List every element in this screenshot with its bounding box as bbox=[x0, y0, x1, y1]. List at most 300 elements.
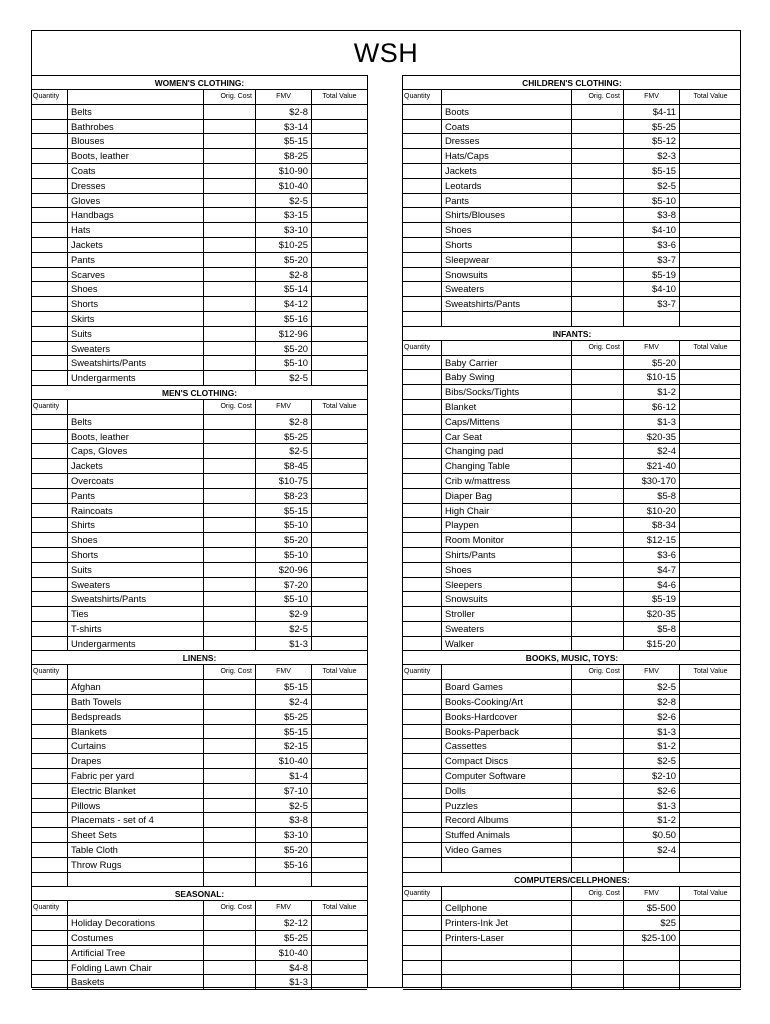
quantity-cell[interactable] bbox=[32, 105, 68, 119]
orig-cost-cell[interactable] bbox=[572, 710, 624, 724]
orig-cost-cell[interactable] bbox=[572, 356, 624, 370]
quantity-cell[interactable] bbox=[32, 533, 68, 547]
total-value-cell[interactable] bbox=[680, 858, 741, 872]
total-value-cell[interactable] bbox=[312, 931, 367, 945]
total-value-cell[interactable] bbox=[680, 931, 741, 945]
orig-cost-cell[interactable] bbox=[204, 769, 256, 783]
quantity-cell[interactable] bbox=[32, 238, 68, 252]
orig-cost-cell[interactable] bbox=[572, 622, 624, 636]
total-value-cell[interactable] bbox=[680, 961, 741, 975]
quantity-cell[interactable] bbox=[403, 194, 442, 208]
quantity-cell[interactable] bbox=[32, 843, 68, 857]
total-value-cell[interactable] bbox=[312, 444, 367, 458]
orig-cost-cell[interactable] bbox=[572, 489, 624, 503]
total-value-cell[interactable] bbox=[312, 489, 367, 503]
total-value-cell[interactable] bbox=[312, 268, 367, 282]
total-value-cell[interactable] bbox=[312, 578, 367, 592]
total-value-cell[interactable] bbox=[312, 548, 367, 562]
quantity-cell[interactable] bbox=[32, 961, 68, 975]
quantity-cell[interactable] bbox=[403, 946, 442, 960]
quantity-cell[interactable] bbox=[403, 297, 442, 311]
quantity-cell[interactable] bbox=[403, 223, 442, 237]
quantity-cell[interactable] bbox=[403, 710, 442, 724]
total-value-cell[interactable] bbox=[680, 134, 741, 148]
quantity-cell[interactable] bbox=[32, 725, 68, 739]
quantity-cell[interactable] bbox=[403, 961, 442, 975]
total-value-cell[interactable] bbox=[312, 504, 367, 518]
orig-cost-cell[interactable] bbox=[572, 931, 624, 945]
quantity-cell[interactable] bbox=[403, 901, 442, 915]
total-value-cell[interactable] bbox=[680, 637, 741, 651]
quantity-cell[interactable] bbox=[32, 828, 68, 842]
quantity-cell[interactable] bbox=[32, 813, 68, 827]
orig-cost-cell[interactable] bbox=[204, 784, 256, 798]
total-value-cell[interactable] bbox=[680, 578, 741, 592]
orig-cost-cell[interactable] bbox=[572, 474, 624, 488]
total-value-cell[interactable] bbox=[680, 769, 741, 783]
quantity-cell[interactable] bbox=[403, 533, 442, 547]
orig-cost-cell[interactable] bbox=[572, 916, 624, 930]
orig-cost-cell[interactable] bbox=[204, 843, 256, 857]
total-value-cell[interactable] bbox=[680, 799, 741, 813]
orig-cost-cell[interactable] bbox=[572, 518, 624, 532]
total-value-cell[interactable] bbox=[680, 975, 741, 989]
quantity-cell[interactable] bbox=[403, 680, 442, 694]
orig-cost-cell[interactable] bbox=[572, 680, 624, 694]
orig-cost-cell[interactable] bbox=[572, 268, 624, 282]
orig-cost-cell[interactable] bbox=[204, 444, 256, 458]
quantity-cell[interactable] bbox=[32, 489, 68, 503]
quantity-cell[interactable] bbox=[403, 164, 442, 178]
quantity-cell[interactable] bbox=[403, 208, 442, 222]
orig-cost-cell[interactable] bbox=[204, 105, 256, 119]
orig-cost-cell[interactable] bbox=[204, 149, 256, 163]
quantity-cell[interactable] bbox=[32, 518, 68, 532]
total-value-cell[interactable] bbox=[680, 208, 741, 222]
orig-cost-cell[interactable] bbox=[204, 975, 256, 989]
total-value-cell[interactable] bbox=[312, 312, 367, 326]
quantity-cell[interactable] bbox=[403, 400, 442, 414]
total-value-cell[interactable] bbox=[312, 695, 367, 709]
total-value-cell[interactable] bbox=[680, 385, 741, 399]
total-value-cell[interactable] bbox=[312, 415, 367, 429]
total-value-cell[interactable] bbox=[312, 120, 367, 134]
orig-cost-cell[interactable] bbox=[572, 607, 624, 621]
total-value-cell[interactable] bbox=[680, 695, 741, 709]
orig-cost-cell[interactable] bbox=[204, 489, 256, 503]
total-value-cell[interactable] bbox=[680, 444, 741, 458]
orig-cost-cell[interactable] bbox=[572, 548, 624, 562]
quantity-cell[interactable] bbox=[32, 179, 68, 193]
quantity-cell[interactable] bbox=[403, 489, 442, 503]
total-value-cell[interactable] bbox=[312, 253, 367, 267]
total-value-cell[interactable] bbox=[312, 858, 367, 872]
orig-cost-cell[interactable] bbox=[204, 931, 256, 945]
total-value-cell[interactable] bbox=[312, 563, 367, 577]
total-value-cell[interactable] bbox=[680, 489, 741, 503]
total-value-cell[interactable] bbox=[312, 961, 367, 975]
orig-cost-cell[interactable] bbox=[204, 592, 256, 606]
orig-cost-cell[interactable] bbox=[572, 858, 624, 872]
quantity-cell[interactable] bbox=[403, 459, 442, 473]
total-value-cell[interactable] bbox=[680, 400, 741, 414]
total-value-cell[interactable] bbox=[680, 430, 741, 444]
quantity-cell[interactable] bbox=[403, 916, 442, 930]
quantity-cell[interactable] bbox=[32, 710, 68, 724]
orig-cost-cell[interactable] bbox=[572, 533, 624, 547]
total-value-cell[interactable] bbox=[312, 725, 367, 739]
quantity-cell[interactable] bbox=[403, 622, 442, 636]
total-value-cell[interactable] bbox=[312, 223, 367, 237]
orig-cost-cell[interactable] bbox=[572, 739, 624, 753]
quantity-cell[interactable] bbox=[403, 813, 442, 827]
orig-cost-cell[interactable] bbox=[572, 238, 624, 252]
orig-cost-cell[interactable] bbox=[204, 120, 256, 134]
orig-cost-cell[interactable] bbox=[204, 342, 256, 356]
quantity-cell[interactable] bbox=[32, 327, 68, 341]
quantity-cell[interactable] bbox=[403, 356, 442, 370]
quantity-cell[interactable] bbox=[32, 415, 68, 429]
orig-cost-cell[interactable] bbox=[572, 725, 624, 739]
orig-cost-cell[interactable] bbox=[572, 282, 624, 296]
quantity-cell[interactable] bbox=[32, 253, 68, 267]
orig-cost-cell[interactable] bbox=[572, 901, 624, 915]
quantity-cell[interactable] bbox=[403, 563, 442, 577]
quantity-cell[interactable] bbox=[403, 120, 442, 134]
total-value-cell[interactable] bbox=[680, 813, 741, 827]
quantity-cell[interactable] bbox=[32, 931, 68, 945]
orig-cost-cell[interactable] bbox=[572, 385, 624, 399]
total-value-cell[interactable] bbox=[312, 843, 367, 857]
total-value-cell[interactable] bbox=[312, 105, 367, 119]
total-value-cell[interactable] bbox=[312, 297, 367, 311]
total-value-cell[interactable] bbox=[312, 474, 367, 488]
quantity-cell[interactable] bbox=[403, 843, 442, 857]
orig-cost-cell[interactable] bbox=[572, 415, 624, 429]
orig-cost-cell[interactable] bbox=[204, 563, 256, 577]
quantity-cell[interactable] bbox=[403, 784, 442, 798]
quantity-cell[interactable] bbox=[403, 799, 442, 813]
total-value-cell[interactable] bbox=[680, 282, 741, 296]
orig-cost-cell[interactable] bbox=[572, 843, 624, 857]
quantity-cell[interactable] bbox=[32, 223, 68, 237]
orig-cost-cell[interactable] bbox=[572, 578, 624, 592]
orig-cost-cell[interactable] bbox=[204, 194, 256, 208]
quantity-cell[interactable] bbox=[32, 504, 68, 518]
orig-cost-cell[interactable] bbox=[204, 164, 256, 178]
quantity-cell[interactable] bbox=[403, 444, 442, 458]
orig-cost-cell[interactable] bbox=[204, 356, 256, 370]
orig-cost-cell[interactable] bbox=[204, 504, 256, 518]
orig-cost-cell[interactable] bbox=[572, 105, 624, 119]
quantity-cell[interactable] bbox=[403, 725, 442, 739]
quantity-cell[interactable] bbox=[32, 430, 68, 444]
quantity-cell[interactable] bbox=[32, 297, 68, 311]
quantity-cell[interactable] bbox=[403, 149, 442, 163]
total-value-cell[interactable] bbox=[680, 518, 741, 532]
orig-cost-cell[interactable] bbox=[204, 179, 256, 193]
total-value-cell[interactable] bbox=[312, 769, 367, 783]
total-value-cell[interactable] bbox=[680, 179, 741, 193]
total-value-cell[interactable] bbox=[312, 828, 367, 842]
quantity-cell[interactable] bbox=[403, 179, 442, 193]
total-value-cell[interactable] bbox=[680, 901, 741, 915]
quantity-cell[interactable] bbox=[403, 430, 442, 444]
orig-cost-cell[interactable] bbox=[204, 474, 256, 488]
orig-cost-cell[interactable] bbox=[204, 828, 256, 842]
total-value-cell[interactable] bbox=[680, 370, 741, 384]
quantity-cell[interactable] bbox=[403, 592, 442, 606]
total-value-cell[interactable] bbox=[312, 179, 367, 193]
total-value-cell[interactable] bbox=[312, 430, 367, 444]
quantity-cell[interactable] bbox=[32, 916, 68, 930]
total-value-cell[interactable] bbox=[680, 238, 741, 252]
total-value-cell[interactable] bbox=[312, 459, 367, 473]
orig-cost-cell[interactable] bbox=[572, 430, 624, 444]
orig-cost-cell[interactable] bbox=[204, 946, 256, 960]
total-value-cell[interactable] bbox=[312, 518, 367, 532]
quantity-cell[interactable] bbox=[32, 563, 68, 577]
total-value-cell[interactable] bbox=[312, 533, 367, 547]
orig-cost-cell[interactable] bbox=[572, 444, 624, 458]
orig-cost-cell[interactable] bbox=[204, 695, 256, 709]
total-value-cell[interactable] bbox=[680, 105, 741, 119]
quantity-cell[interactable] bbox=[32, 592, 68, 606]
orig-cost-cell[interactable] bbox=[572, 504, 624, 518]
orig-cost-cell[interactable] bbox=[572, 179, 624, 193]
quantity-cell[interactable] bbox=[403, 548, 442, 562]
orig-cost-cell[interactable] bbox=[204, 459, 256, 473]
quantity-cell[interactable] bbox=[403, 858, 442, 872]
quantity-cell[interactable] bbox=[403, 134, 442, 148]
total-value-cell[interactable] bbox=[680, 164, 741, 178]
quantity-cell[interactable] bbox=[32, 622, 68, 636]
total-value-cell[interactable] bbox=[312, 607, 367, 621]
orig-cost-cell[interactable] bbox=[204, 622, 256, 636]
quantity-cell[interactable] bbox=[403, 518, 442, 532]
total-value-cell[interactable] bbox=[680, 828, 741, 842]
quantity-cell[interactable] bbox=[403, 415, 442, 429]
orig-cost-cell[interactable] bbox=[204, 430, 256, 444]
orig-cost-cell[interactable] bbox=[204, 680, 256, 694]
quantity-cell[interactable] bbox=[32, 444, 68, 458]
quantity-cell[interactable] bbox=[403, 268, 442, 282]
total-value-cell[interactable] bbox=[680, 680, 741, 694]
quantity-cell[interactable] bbox=[32, 975, 68, 989]
total-value-cell[interactable] bbox=[680, 563, 741, 577]
total-value-cell[interactable] bbox=[680, 710, 741, 724]
quantity-cell[interactable] bbox=[32, 637, 68, 651]
orig-cost-cell[interactable] bbox=[204, 725, 256, 739]
quantity-cell[interactable] bbox=[403, 637, 442, 651]
total-value-cell[interactable] bbox=[680, 459, 741, 473]
orig-cost-cell[interactable] bbox=[572, 813, 624, 827]
total-value-cell[interactable] bbox=[312, 946, 367, 960]
orig-cost-cell[interactable] bbox=[572, 828, 624, 842]
total-value-cell[interactable] bbox=[312, 371, 367, 385]
total-value-cell[interactable] bbox=[680, 253, 741, 267]
orig-cost-cell[interactable] bbox=[572, 253, 624, 267]
total-value-cell[interactable] bbox=[680, 504, 741, 518]
orig-cost-cell[interactable] bbox=[204, 253, 256, 267]
quantity-cell[interactable] bbox=[403, 504, 442, 518]
orig-cost-cell[interactable] bbox=[572, 637, 624, 651]
orig-cost-cell[interactable] bbox=[572, 164, 624, 178]
orig-cost-cell[interactable] bbox=[204, 710, 256, 724]
orig-cost-cell[interactable] bbox=[204, 268, 256, 282]
quantity-cell[interactable] bbox=[32, 342, 68, 356]
total-value-cell[interactable] bbox=[312, 754, 367, 768]
quantity-cell[interactable] bbox=[403, 754, 442, 768]
orig-cost-cell[interactable] bbox=[204, 371, 256, 385]
orig-cost-cell[interactable] bbox=[572, 149, 624, 163]
orig-cost-cell[interactable] bbox=[204, 208, 256, 222]
quantity-cell[interactable] bbox=[32, 680, 68, 694]
orig-cost-cell[interactable] bbox=[572, 194, 624, 208]
total-value-cell[interactable] bbox=[312, 813, 367, 827]
total-value-cell[interactable] bbox=[680, 415, 741, 429]
quantity-cell[interactable] bbox=[32, 208, 68, 222]
orig-cost-cell[interactable] bbox=[204, 858, 256, 872]
total-value-cell[interactable] bbox=[312, 710, 367, 724]
orig-cost-cell[interactable] bbox=[572, 134, 624, 148]
orig-cost-cell[interactable] bbox=[204, 282, 256, 296]
quantity-cell[interactable] bbox=[403, 607, 442, 621]
quantity-cell[interactable] bbox=[403, 975, 442, 989]
total-value-cell[interactable] bbox=[680, 194, 741, 208]
orig-cost-cell[interactable] bbox=[572, 120, 624, 134]
total-value-cell[interactable] bbox=[680, 120, 741, 134]
orig-cost-cell[interactable] bbox=[204, 637, 256, 651]
quantity-cell[interactable] bbox=[32, 356, 68, 370]
quantity-cell[interactable] bbox=[32, 164, 68, 178]
orig-cost-cell[interactable] bbox=[204, 578, 256, 592]
orig-cost-cell[interactable] bbox=[204, 518, 256, 532]
orig-cost-cell[interactable] bbox=[572, 695, 624, 709]
total-value-cell[interactable] bbox=[680, 946, 741, 960]
orig-cost-cell[interactable] bbox=[204, 754, 256, 768]
orig-cost-cell[interactable] bbox=[204, 799, 256, 813]
orig-cost-cell[interactable] bbox=[572, 459, 624, 473]
quantity-cell[interactable] bbox=[32, 120, 68, 134]
total-value-cell[interactable] bbox=[312, 149, 367, 163]
total-value-cell[interactable] bbox=[680, 622, 741, 636]
total-value-cell[interactable] bbox=[680, 297, 741, 311]
orig-cost-cell[interactable] bbox=[572, 592, 624, 606]
orig-cost-cell[interactable] bbox=[572, 297, 624, 311]
total-value-cell[interactable] bbox=[680, 916, 741, 930]
orig-cost-cell[interactable] bbox=[572, 975, 624, 989]
quantity-cell[interactable] bbox=[32, 194, 68, 208]
quantity-cell[interactable] bbox=[403, 578, 442, 592]
total-value-cell[interactable] bbox=[312, 356, 367, 370]
orig-cost-cell[interactable] bbox=[204, 739, 256, 753]
total-value-cell[interactable] bbox=[312, 342, 367, 356]
total-value-cell[interactable] bbox=[312, 637, 367, 651]
orig-cost-cell[interactable] bbox=[572, 563, 624, 577]
total-value-cell[interactable] bbox=[312, 134, 367, 148]
quantity-cell[interactable] bbox=[32, 149, 68, 163]
orig-cost-cell[interactable] bbox=[572, 946, 624, 960]
quantity-cell[interactable] bbox=[403, 385, 442, 399]
quantity-cell[interactable] bbox=[32, 784, 68, 798]
quantity-cell[interactable] bbox=[32, 799, 68, 813]
orig-cost-cell[interactable] bbox=[204, 238, 256, 252]
total-value-cell[interactable] bbox=[680, 754, 741, 768]
orig-cost-cell[interactable] bbox=[204, 297, 256, 311]
orig-cost-cell[interactable] bbox=[204, 813, 256, 827]
orig-cost-cell[interactable] bbox=[204, 607, 256, 621]
orig-cost-cell[interactable] bbox=[572, 769, 624, 783]
total-value-cell[interactable] bbox=[680, 474, 741, 488]
total-value-cell[interactable] bbox=[312, 916, 367, 930]
quantity-cell[interactable] bbox=[403, 105, 442, 119]
orig-cost-cell[interactable] bbox=[204, 223, 256, 237]
total-value-cell[interactable] bbox=[312, 975, 367, 989]
orig-cost-cell[interactable] bbox=[204, 415, 256, 429]
quantity-cell[interactable] bbox=[32, 474, 68, 488]
total-value-cell[interactable] bbox=[680, 739, 741, 753]
quantity-cell[interactable] bbox=[403, 474, 442, 488]
total-value-cell[interactable] bbox=[680, 268, 741, 282]
quantity-cell[interactable] bbox=[403, 739, 442, 753]
quantity-cell[interactable] bbox=[32, 312, 68, 326]
orig-cost-cell[interactable] bbox=[204, 312, 256, 326]
total-value-cell[interactable] bbox=[680, 149, 741, 163]
total-value-cell[interactable] bbox=[680, 548, 741, 562]
orig-cost-cell[interactable] bbox=[204, 916, 256, 930]
quantity-cell[interactable] bbox=[32, 754, 68, 768]
orig-cost-cell[interactable] bbox=[572, 370, 624, 384]
orig-cost-cell[interactable] bbox=[204, 961, 256, 975]
total-value-cell[interactable] bbox=[312, 164, 367, 178]
total-value-cell[interactable] bbox=[312, 592, 367, 606]
total-value-cell[interactable] bbox=[312, 739, 367, 753]
quantity-cell[interactable] bbox=[403, 282, 442, 296]
orig-cost-cell[interactable] bbox=[572, 961, 624, 975]
total-value-cell[interactable] bbox=[680, 356, 741, 370]
orig-cost-cell[interactable] bbox=[572, 799, 624, 813]
total-value-cell[interactable] bbox=[680, 533, 741, 547]
quantity-cell[interactable] bbox=[32, 858, 68, 872]
quantity-cell[interactable] bbox=[32, 268, 68, 282]
quantity-cell[interactable] bbox=[32, 548, 68, 562]
total-value-cell[interactable] bbox=[680, 784, 741, 798]
quantity-cell[interactable] bbox=[403, 695, 442, 709]
quantity-cell[interactable] bbox=[32, 282, 68, 296]
total-value-cell[interactable] bbox=[312, 238, 367, 252]
quantity-cell[interactable] bbox=[403, 828, 442, 842]
total-value-cell[interactable] bbox=[312, 208, 367, 222]
orig-cost-cell[interactable] bbox=[204, 327, 256, 341]
quantity-cell[interactable] bbox=[403, 253, 442, 267]
quantity-cell[interactable] bbox=[32, 946, 68, 960]
total-value-cell[interactable] bbox=[680, 592, 741, 606]
quantity-cell[interactable] bbox=[32, 769, 68, 783]
quantity-cell[interactable] bbox=[403, 370, 442, 384]
orig-cost-cell[interactable] bbox=[572, 754, 624, 768]
orig-cost-cell[interactable] bbox=[572, 208, 624, 222]
quantity-cell[interactable] bbox=[32, 459, 68, 473]
orig-cost-cell[interactable] bbox=[204, 548, 256, 562]
orig-cost-cell[interactable] bbox=[572, 400, 624, 414]
quantity-cell[interactable] bbox=[403, 931, 442, 945]
orig-cost-cell[interactable] bbox=[572, 784, 624, 798]
quantity-cell[interactable] bbox=[32, 578, 68, 592]
quantity-cell[interactable] bbox=[403, 769, 442, 783]
total-value-cell[interactable] bbox=[312, 327, 367, 341]
total-value-cell[interactable] bbox=[680, 725, 741, 739]
